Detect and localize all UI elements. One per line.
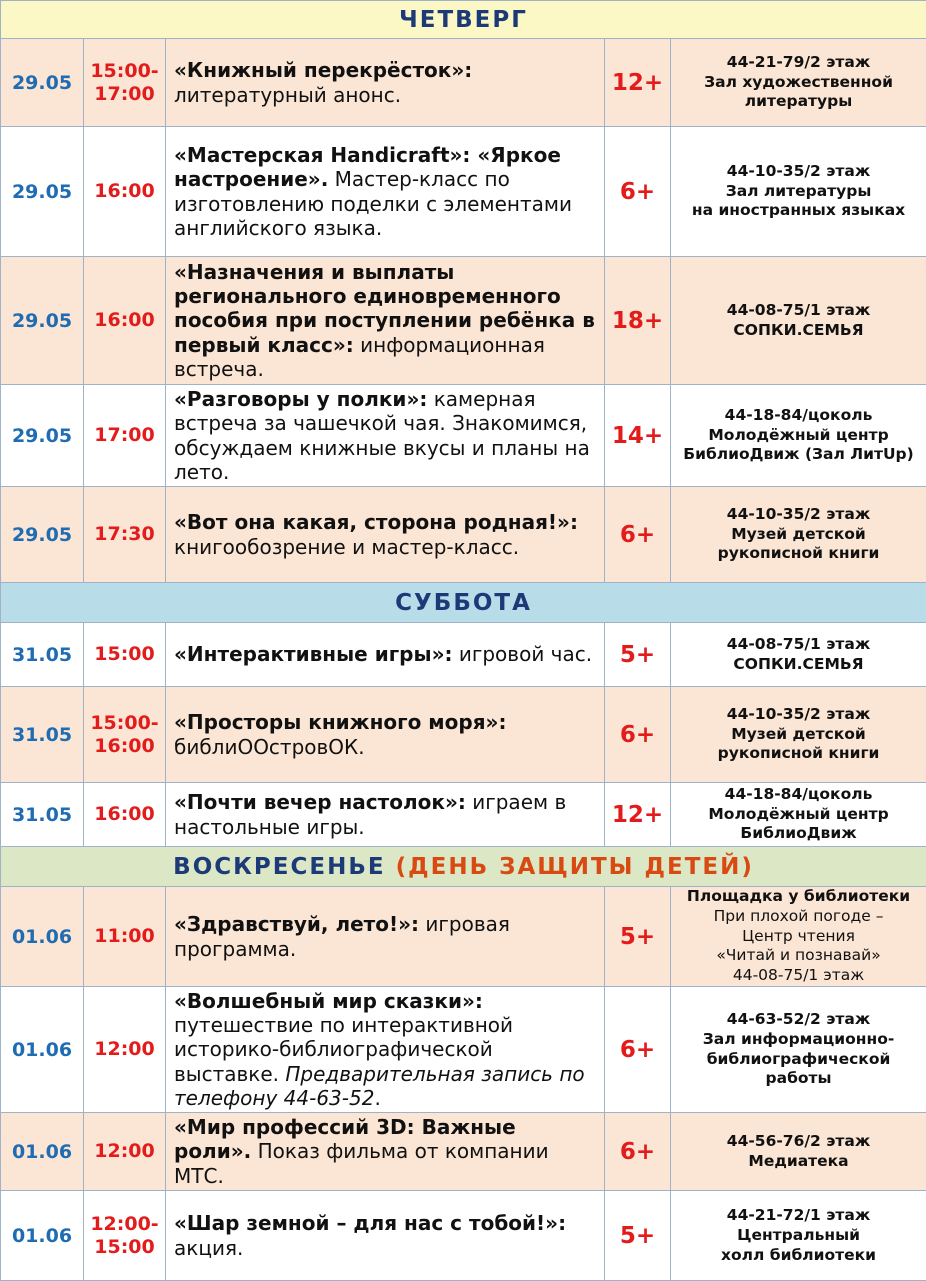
age-rating: 6+	[605, 987, 671, 1113]
event-description	[166, 1113, 605, 1191]
age-rating: 5+	[605, 623, 671, 687]
location-line: работы	[674, 1069, 923, 1089]
event-details: Мастер-класс по изготовлению поделки с элементами английского языка.	[174, 167, 572, 240]
event-location	[671, 1113, 926, 1191]
event-title: «Здравствуй, лето!»:	[174, 912, 419, 936]
location-line: 44-08-75/1 этаж	[674, 635, 923, 655]
event-time-text: 15:00- 16:00	[90, 712, 158, 758]
event-date: 29.05	[1, 257, 84, 385]
event-description	[166, 783, 605, 847]
event-location	[671, 127, 926, 257]
event-title: «Разговоры у полки»:	[174, 387, 427, 411]
event-title: «Волшебный мир сказки»:	[174, 989, 483, 1013]
age-rating: 5+	[605, 1191, 671, 1281]
day-header	[1, 1, 926, 39]
event-time	[84, 783, 166, 847]
location-line: Медиатека	[674, 1152, 923, 1172]
day-header-row	[1, 583, 926, 623]
event-location	[671, 1191, 926, 1281]
event-title: «Книжный перекрёсток»:	[174, 58, 472, 82]
event-date: 29.05	[1, 127, 84, 257]
event-details: информационная встреча.	[174, 333, 545, 381]
event-row	[1, 487, 926, 583]
location-line: Центр чтения	[674, 927, 923, 947]
event-details: путешествие по интерактивной историко-библиографической выставке.	[174, 1013, 513, 1086]
event-details: литературный анонс.	[174, 83, 401, 107]
location-line: литературы	[674, 92, 923, 112]
event-time	[84, 1113, 166, 1191]
event-row	[1, 1113, 926, 1191]
event-details: камерная встреча за чашечкой чая. Знакомимся, обсуждаем книжные вкусы и планы на лето.	[174, 387, 590, 484]
location-line: на иностранных языках	[674, 201, 923, 221]
location-line: рукописной книги	[674, 544, 923, 564]
event-date: 31.05	[1, 783, 84, 847]
location-line: 44-10-35/2 этаж	[674, 705, 923, 725]
event-description	[166, 39, 605, 127]
event-details: игровая программа.	[174, 912, 510, 960]
location-line: рукописной книги	[674, 744, 923, 764]
event-location	[671, 783, 926, 847]
day-header-row	[1, 847, 926, 887]
event-date: 29.05	[1, 487, 84, 583]
location-line: 44-08-75/1 этаж	[674, 966, 923, 986]
location-line: 44-21-79/2 этаж	[674, 53, 923, 73]
event-date: 29.05	[1, 385, 84, 487]
location-line: 44-18-84/цоколь	[674, 406, 923, 426]
event-location	[671, 687, 926, 783]
age-rating: 6+	[605, 487, 671, 583]
event-time-text: 12:00- 15:00	[90, 1213, 158, 1259]
event-title: «Почти вечер настолок»:	[174, 790, 466, 814]
location-line: 44-21-72/1 этаж	[674, 1206, 923, 1226]
event-title: «Мастерская Handicraft»: «Яркое настроение».	[174, 143, 561, 191]
event-time	[84, 257, 166, 385]
day-header	[1, 847, 926, 887]
age-rating: 6+	[605, 1113, 671, 1191]
event-date: 01.06	[1, 987, 84, 1113]
event-time-text: 16:00	[94, 309, 154, 332]
location-line: При плохой погоде –	[674, 907, 923, 927]
day-header	[1, 583, 926, 623]
event-time-text: 12:00	[94, 1038, 154, 1061]
location-line: Центральный	[674, 1226, 923, 1246]
location-line: холл библиотеки	[674, 1246, 923, 1266]
event-time	[84, 987, 166, 1113]
event-location	[671, 487, 926, 583]
event-time-text: 17:30	[94, 523, 154, 546]
day-header-row	[1, 1, 926, 39]
event-time	[84, 1191, 166, 1281]
event-date: 01.06	[1, 887, 84, 987]
age-rating: 18+	[605, 257, 671, 385]
location-line: БиблиоДвиж (Зал ЛитUp)	[674, 445, 923, 465]
location-line: Зал информационно-	[674, 1030, 923, 1050]
event-time	[84, 487, 166, 583]
location-line: 44-18-84/цоколь	[674, 785, 923, 805]
location-line: Зал литературы	[674, 182, 923, 202]
location-line: 44-56-76/2 этаж	[674, 1132, 923, 1152]
event-location	[671, 623, 926, 687]
event-location	[671, 987, 926, 1113]
event-row	[1, 887, 926, 987]
event-title: «Назначения и выплаты регионального единовременного пособия при поступлении ребёнка в первый класс»:	[174, 260, 595, 357]
event-details: играем в настольные игры.	[174, 790, 566, 838]
event-location	[671, 39, 926, 127]
age-rating: 14+	[605, 385, 671, 487]
event-description	[166, 687, 605, 783]
event-description	[166, 385, 605, 487]
event-row	[1, 127, 926, 257]
event-details: игровой час.	[453, 642, 593, 666]
location-line: Музей детской	[674, 525, 923, 545]
day-accent-title: (ДЕНЬ ЗАЩИТЫ ДЕТЕЙ)	[396, 854, 754, 880]
event-date: 29.05	[1, 39, 84, 127]
location-line: библиографической	[674, 1050, 923, 1070]
event-description	[166, 1191, 605, 1281]
event-note: Предварительная запись по телефону 44-63-52	[174, 1062, 585, 1110]
day-title: ВОСКРЕСЕНЬЕ	[173, 854, 385, 880]
event-row	[1, 987, 926, 1113]
location-line: 44-10-35/2 этаж	[674, 162, 923, 182]
event-title: «Мир профессий 3D: Важные роли».	[174, 1115, 516, 1163]
event-details: книгообозрение и мастер-класс.	[174, 535, 519, 559]
event-details: Показ фильма от компании МТС.	[174, 1139, 549, 1187]
event-title: «Просторы книжного моря»:	[174, 710, 506, 734]
location-line: БиблиоДвиж	[674, 824, 923, 844]
event-time-text: 15:00	[94, 643, 154, 666]
day-title: СУББОТА	[395, 590, 532, 616]
age-rating: 6+	[605, 127, 671, 257]
event-details: акция.	[174, 1236, 243, 1260]
event-time-text: 17:00	[94, 424, 154, 447]
event-time-text: 16:00	[94, 803, 154, 826]
event-date: 01.06	[1, 1113, 84, 1191]
event-location	[671, 385, 926, 487]
event-time	[84, 887, 166, 987]
event-time-text: 11:00	[94, 925, 154, 948]
event-time	[84, 127, 166, 257]
location-line: Музей детской	[674, 725, 923, 745]
location-line: Молодёжный центр	[674, 426, 923, 446]
event-location	[671, 257, 926, 385]
event-row	[1, 687, 926, 783]
day-title: ЧЕТВЕРГ	[399, 7, 528, 33]
event-title: «Интерактивные игры»:	[174, 642, 453, 666]
event-row	[1, 623, 926, 687]
age-rating: 12+	[605, 783, 671, 847]
location-line: Площадка у библиотеки	[674, 887, 923, 907]
event-time	[84, 687, 166, 783]
event-time	[84, 385, 166, 487]
event-time	[84, 39, 166, 127]
location-line: 44-08-75/1 этаж	[674, 301, 923, 321]
event-title: «Шар земной – для нас с тобой!»:	[174, 1211, 566, 1235]
location-line: 44-63-52/2 этаж	[674, 1010, 923, 1030]
age-rating: 5+	[605, 887, 671, 987]
event-time-text: 15:00- 17:00	[90, 60, 158, 106]
location-line: Зал художественной	[674, 73, 923, 93]
location-line: Молодёжный центр	[674, 805, 923, 825]
event-details: библиООстровОК.	[174, 735, 365, 759]
event-row	[1, 385, 926, 487]
event-description	[166, 623, 605, 687]
event-time-text: 16:00	[94, 180, 154, 203]
event-description	[166, 487, 605, 583]
event-row	[1, 39, 926, 127]
age-rating: 6+	[605, 687, 671, 783]
event-description	[166, 257, 605, 385]
location-line: СОПКИ.СЕМЬЯ	[674, 655, 923, 675]
location-line: «Читай и познавай»	[674, 946, 923, 966]
event-location	[671, 887, 926, 987]
event-row	[1, 257, 926, 385]
location-line: 44-10-35/2 этаж	[674, 505, 923, 525]
age-rating: 12+	[605, 39, 671, 127]
event-time	[84, 623, 166, 687]
event-description	[166, 127, 605, 257]
event-row	[1, 1191, 926, 1281]
event-row	[1, 783, 926, 847]
event-date: 31.05	[1, 623, 84, 687]
event-date: 31.05	[1, 687, 84, 783]
event-date: 01.06	[1, 1191, 84, 1281]
event-title: «Вот она какая, сторона родная!»:	[174, 510, 578, 534]
location-line: СОПКИ.СЕМЬЯ	[674, 321, 923, 341]
event-description: «Волшебный мир сказки»: путешествие по интерактивной историко-библиографической выставке. Предварительная запись по телефону 44-63-52.	[166, 987, 605, 1113]
event-time-text: 12:00	[94, 1140, 154, 1163]
event-description	[166, 887, 605, 987]
